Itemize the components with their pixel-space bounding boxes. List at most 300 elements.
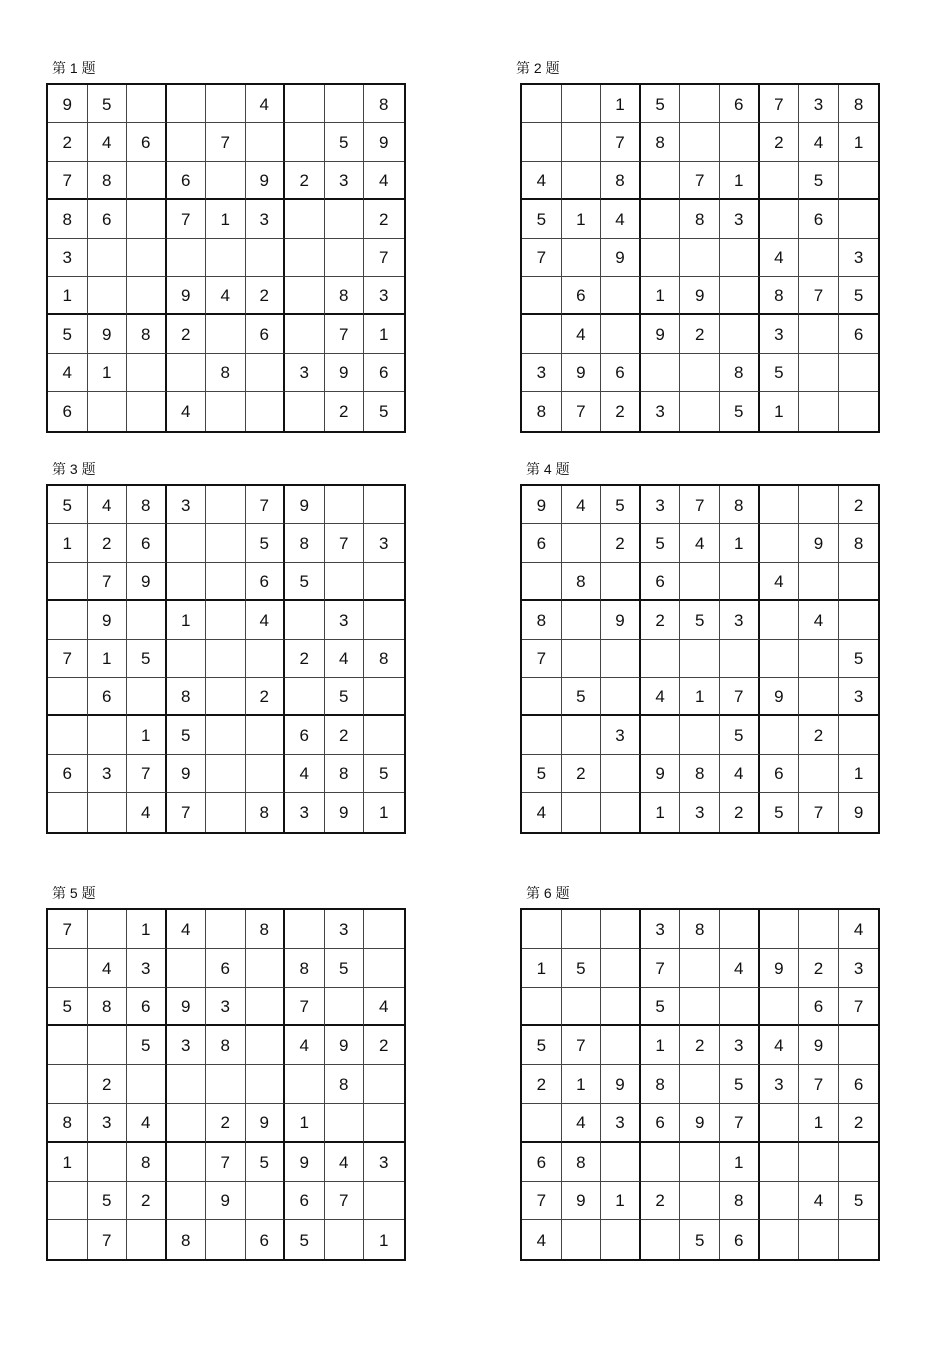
sudoku-cell: 9 [680,277,720,315]
sudoku-cell: 7 [760,85,800,123]
sudoku-cell: 2 [325,392,365,430]
sudoku-cell: 1 [760,392,800,430]
sudoku-cell [641,1220,681,1259]
sudoku-cell: 3 [522,354,562,392]
sudoku-cell: 4 [127,1104,167,1143]
sudoku-cell [760,200,800,238]
sudoku-cell: 3 [641,486,681,524]
sudoku-cell: 1 [379,1230,389,1250]
sudoku-cell: 7 [285,988,325,1027]
sudoku-cell [562,716,602,754]
sudoku-cell: 5 [760,793,800,831]
sudoku-cell [522,910,562,949]
sudoku-cell: 5 [325,123,365,161]
sudoku-cell [839,1026,879,1065]
sudoku-cell: 7 [48,162,88,200]
sudoku-cell [562,1220,602,1259]
sudoku-cell: 4 [601,200,641,238]
sudoku-cell: 8 [325,755,365,793]
puzzle-2 [516,60,880,433]
sudoku-cell [285,910,325,949]
sudoku-cell: 6 [641,563,681,601]
sudoku-cell: 9 [680,1104,720,1143]
sudoku-cell [680,1143,720,1182]
sudoku-cell [641,1143,681,1182]
sudoku-cell: 5 [522,1026,562,1065]
sudoku-cell: 8 [680,200,720,238]
sudoku-cell [760,162,800,200]
sudoku-cell [522,1104,562,1143]
sudoku-cell: 2 [522,1065,562,1104]
sudoku-cell: 8 [562,563,602,601]
sudoku-cell: 2 [127,1182,167,1221]
sudoku-cell: 4 [88,123,128,161]
sudoku-cell: 1 [127,910,167,949]
sudoku-cell: 2 [760,123,800,161]
puzzle-title: 第 5 题 [52,885,96,901]
sudoku-cell: 1 [680,678,720,716]
sudoku-cell: 8 [206,1026,246,1065]
sudoku-cell: 2 [48,123,88,161]
sudoku-cell: 7 [641,949,681,988]
sudoku-cell: 6 [127,524,167,562]
sudoku-cell: 5 [325,678,365,716]
sudoku-cell [799,315,839,353]
sudoku-cell: 5 [127,640,167,678]
sudoku-cell [601,640,641,678]
sudoku-cell: 4 [760,563,800,601]
sudoku-cell: 1 [641,793,681,831]
sudoku-cell: 2 [206,1104,246,1143]
sudoku-cell: 6 [839,315,879,353]
sudoku-cell: 1 [88,640,128,678]
sudoku-cell: 3 [364,1143,404,1182]
sudoku-cell [680,988,720,1027]
sudoku-cell: 4 [680,524,720,562]
sudoku-cell [720,277,760,315]
sudoku-cell [522,563,562,601]
sudoku-cell: 1 [839,123,879,161]
sudoku-cell: 9 [88,315,128,353]
sudoku-cell: 6 [88,678,128,716]
sudoku-cell [601,563,641,601]
sudoku-cell [680,354,720,392]
sudoku-cell [206,793,246,831]
sudoku-cell: 9 [88,601,128,639]
sudoku-cell [760,716,800,754]
sudoku-cell: 8 [364,640,404,678]
sudoku-cell [601,988,641,1027]
sudoku-cell [206,601,246,639]
sudoku-cell: 8 [285,524,325,562]
sudoku-cell: 5 [285,563,325,601]
sudoku-cell: 8 [601,162,641,200]
sudoku-cell [364,1182,404,1221]
sudoku-cell: 8 [246,793,286,831]
sudoku-cell [364,563,404,601]
sudoku-cell: 5 [364,755,404,793]
sudoku-cell [127,601,167,639]
sudoku-cell [206,910,246,949]
sudoku-cell: 2 [325,716,365,754]
sudoku-cell [206,563,246,601]
sudoku-cell: 8 [325,1065,365,1104]
sudoku-cell: 7 [720,678,760,716]
sudoku-cell: 3 [799,85,839,123]
sudoku-cell: 3 [680,793,720,831]
sudoku-cell [246,1065,286,1104]
sudoku-cell [799,239,839,277]
sudoku-cell [206,315,246,353]
sudoku-cell [562,85,602,123]
sudoku-cell: 8 [246,910,286,949]
sudoku-cell [364,716,404,754]
sudoku-cell: 6 [285,1182,325,1221]
sudoku-cell: 2 [680,1026,720,1065]
sudoku-cell [285,678,325,716]
sudoku-cell: 5 [48,988,88,1027]
sudoku-cell: 3 [88,1104,128,1143]
sudoku-cell: 3 [839,239,879,277]
sudoku-cell [167,239,207,277]
sudoku-cell [760,486,800,524]
sudoku-cell [839,200,879,238]
sudoku-cell [127,1220,167,1259]
sudoku-cell: 6 [522,1143,562,1182]
puzzle-1 [46,60,406,433]
sudoku-cell: 9 [285,1143,325,1182]
sudoku-cell [88,793,128,831]
sudoku-cell: 7 [562,392,602,430]
sudoku-cell [839,563,879,601]
sudoku-cell: 8 [839,85,879,123]
sudoku-cell [285,392,325,430]
sudoku-cell: 3 [167,486,207,524]
sudoku-cell: 3 [839,678,879,716]
sudoku-cell [285,1065,325,1104]
puzzle-title: 第 1 题 [52,60,96,76]
sudoku-cell [206,486,246,524]
sudoku-cell: 7 [799,1065,839,1104]
sudoku-cell [364,486,404,524]
sudoku-cell [799,486,839,524]
sudoku-cell: 3 [839,949,879,988]
sudoku-cell: 7 [601,123,641,161]
sudoku-cell [601,1026,641,1065]
sudoku-cell: 1 [720,1143,760,1182]
sudoku-cell: 5 [641,988,681,1027]
puzzle-title: 第 6 题 [526,885,570,901]
sudoku-cell: 9 [641,755,681,793]
sudoku-cell: 3 [206,988,246,1027]
sudoku-cell [799,755,839,793]
sudoku-cell [206,85,246,123]
sudoku-cell [760,1182,800,1221]
sudoku-cell: 3 [760,315,800,353]
sudoku-cell [562,524,602,562]
sudoku-cell: 9 [127,563,167,601]
sudoku-cell: 4 [799,123,839,161]
sudoku-cell: 8 [641,123,681,161]
sudoku-cell [601,678,641,716]
sudoku-cell: 2 [364,1026,404,1065]
sudoku-cell: 8 [88,162,128,200]
sudoku-cell: 8 [127,486,167,524]
sudoku-cell: 5 [839,277,879,315]
sudoku-cell: 7 [522,239,562,277]
sudoku-cell: 7 [48,640,88,678]
sudoku-cell [206,162,246,200]
sudoku-cell: 3 [641,392,681,430]
sudoku-cell: 7 [799,793,839,831]
puzzle-6 [520,885,880,1261]
sudoku-cell: 1 [720,162,760,200]
sudoku-cell: 1 [641,277,681,315]
sudoku-cell: 2 [246,678,286,716]
sudoku-cell [167,640,207,678]
sudoku-cell: 4 [522,162,562,200]
sudoku-cell [206,524,246,562]
sudoku-cell: 7 [720,1104,760,1143]
sudoku-cell [364,949,404,988]
sudoku-cell: 1 [562,1065,602,1104]
sudoku-cell: 6 [246,563,286,601]
sudoku-cell [562,601,602,639]
sudoku-cell [167,354,207,392]
sudoku-cell: 3 [364,277,404,315]
sudoku-cell: 3 [720,200,760,238]
sudoku-cell: 5 [760,354,800,392]
sudoku-cell: 4 [48,354,88,392]
sudoku-cell [88,277,128,315]
sudoku-cell: 1 [167,601,207,639]
sudoku-cell: 3 [720,1026,760,1065]
sudoku-cell [839,1220,879,1259]
sudoku-cell: 4 [325,1143,365,1182]
sudoku-cell: 6 [246,315,286,353]
sudoku-cell: 7 [839,988,879,1027]
sudoku-cell [364,601,404,639]
sudoku-cell [799,678,839,716]
sudoku-cell: 4 [127,793,167,831]
sudoku-cell: 6 [601,354,641,392]
sudoku-cell: 2 [641,1182,681,1221]
sudoku-cell: 7 [206,1143,246,1182]
sudoku-cell: 8 [839,524,879,562]
sudoku-cell [601,1220,641,1259]
sudoku-cell [88,910,128,949]
sudoku-cell [601,755,641,793]
sudoku-cell [799,392,839,430]
sudoku-cell: 6 [799,200,839,238]
sudoku-cell: 3 [285,354,325,392]
sudoku-cell [167,563,207,601]
sudoku-cell: 4 [167,910,207,949]
sudoku-cell [364,910,404,949]
sudoku-grid [46,83,406,433]
sudoku-cell [601,277,641,315]
sudoku-cell [799,1143,839,1182]
sudoku-cell [167,1143,207,1182]
sudoku-cell: 9 [799,1026,839,1065]
sudoku-cell: 2 [364,200,404,238]
sudoku-cell [562,793,602,831]
sudoku-cell: 4 [799,1182,839,1221]
sudoku-cell [522,123,562,161]
sudoku-cell: 4 [364,988,404,1027]
sudoku-cell [127,85,167,123]
sudoku-cell [522,315,562,353]
puzzle-title: 第 4 题 [526,461,570,477]
sudoku-grid [46,484,406,834]
sudoku-cell [562,162,602,200]
sudoku-cell: 7 [522,1182,562,1221]
sudoku-cell [760,988,800,1027]
sudoku-cell: 4 [364,162,404,200]
sudoku-cell: 7 [127,755,167,793]
sudoku-cell [760,640,800,678]
sudoku-cell: 5 [379,402,389,422]
sudoku-grid [520,83,880,433]
sudoku-cell: 4 [167,392,207,430]
sudoku-cell: 2 [285,162,325,200]
sudoku-cell: 6 [48,392,88,430]
sudoku-cell [167,123,207,161]
sudoku-cell: 6 [206,949,246,988]
sudoku-cell: 8 [522,392,562,430]
sudoku-cell [720,123,760,161]
sudoku-cell: 6 [522,524,562,562]
sudoku-cell: 3 [760,1065,800,1104]
sudoku-cell [127,162,167,200]
sudoku-cell [127,1065,167,1104]
sudoku-cell: 6 [285,716,325,754]
sudoku-cell [285,200,325,238]
sudoku-cell [246,640,286,678]
sudoku-cell [522,277,562,315]
sudoku-cell: 7 [246,486,286,524]
sudoku-cell: 4 [720,949,760,988]
sudoku-cell: 1 [839,755,879,793]
sudoku-grid [520,484,880,834]
sudoku-cell: 2 [562,755,602,793]
sudoku-cell [601,1143,641,1182]
sudoku-cell: 4 [522,1220,562,1259]
sudoku-cell [760,1104,800,1143]
sudoku-cell: 4 [720,755,760,793]
sudoku-cell: 8 [48,200,88,238]
sudoku-cell: 5 [562,949,602,988]
sudoku-cell: 2 [167,315,207,353]
sudoku-cell [246,123,286,161]
sudoku-cell: 7 [48,910,88,949]
sudoku-cell [285,601,325,639]
sudoku-cell [325,239,365,277]
puzzle-title: 第 2 题 [516,60,560,76]
sudoku-cell [206,716,246,754]
sudoku-cell: 3 [364,524,404,562]
sudoku-cell [562,640,602,678]
sudoku-cell [562,239,602,277]
sudoku-cell: 5 [839,640,879,678]
sudoku-cell [364,1104,404,1143]
sudoku-cell: 4 [522,793,562,831]
sudoku-cell [127,678,167,716]
sudoku-cell [839,1143,879,1182]
sudoku-cell [48,1065,88,1104]
sudoku-cell [799,1220,839,1259]
sudoku-cell [562,988,602,1027]
sudoku-cell: 1 [285,1104,325,1143]
sudoku-cell: 1 [522,949,562,988]
sudoku-cell [799,354,839,392]
sudoku-cell: 7 [88,1220,128,1259]
sudoku-grid [46,908,406,1261]
sudoku-cell [48,1026,88,1065]
sudoku-cell [88,716,128,754]
sudoku-cell: 5 [325,949,365,988]
sudoku-cell: 5 [641,524,681,562]
sudoku-cell: 9 [853,803,864,823]
sudoku-cell: 5 [88,85,128,123]
sudoku-cell [325,200,365,238]
sudoku-cell [48,949,88,988]
sudoku-cell: 7 [206,123,246,161]
sudoku-cell [680,123,720,161]
sudoku-cell: 6 [799,988,839,1027]
sudoku-cell [325,486,365,524]
sudoku-cell: 5 [246,1143,286,1182]
sudoku-cell: 6 [839,1065,879,1104]
sudoku-cell: 4 [760,1026,800,1065]
sudoku-cell [760,910,800,949]
sudoku-cell: 9 [48,85,88,123]
sudoku-cell: 5 [522,755,562,793]
sudoku-cell [246,1026,286,1065]
sudoku-cell: 5 [720,716,760,754]
sudoku-cell [167,524,207,562]
sudoku-cell: 4 [562,1104,602,1143]
puzzle-title: 第 3 题 [52,461,96,477]
sudoku-cell [522,85,562,123]
sudoku-cell: 8 [325,277,365,315]
sudoku-cell [167,1182,207,1221]
sudoku-cell [601,910,641,949]
sudoku-cell [522,988,562,1027]
puzzle-3 [46,461,406,834]
sudoku-cell [48,793,88,831]
sudoku-cell: 4 [88,486,128,524]
sudoku-cell: 9 [167,988,207,1027]
sudoku-cell [206,678,246,716]
sudoku-cell: 2 [799,716,839,754]
sudoku-cell [167,1104,207,1143]
sudoku-cell: 7 [325,1182,365,1221]
sudoku-cell: 7 [88,563,128,601]
sudoku-cell [720,640,760,678]
sudoku-cell: 8 [680,910,720,949]
sudoku-cell: 8 [167,1220,207,1259]
sudoku-cell: 7 [680,162,720,200]
sudoku-cell: 5 [641,85,681,123]
sudoku-cell [641,640,681,678]
sudoku-cell: 1 [88,354,128,392]
sudoku-cell [48,678,88,716]
sudoku-cell: 2 [680,315,720,353]
sudoku-cell [206,1065,246,1104]
sudoku-cell [48,601,88,639]
sudoku-cell [48,716,88,754]
